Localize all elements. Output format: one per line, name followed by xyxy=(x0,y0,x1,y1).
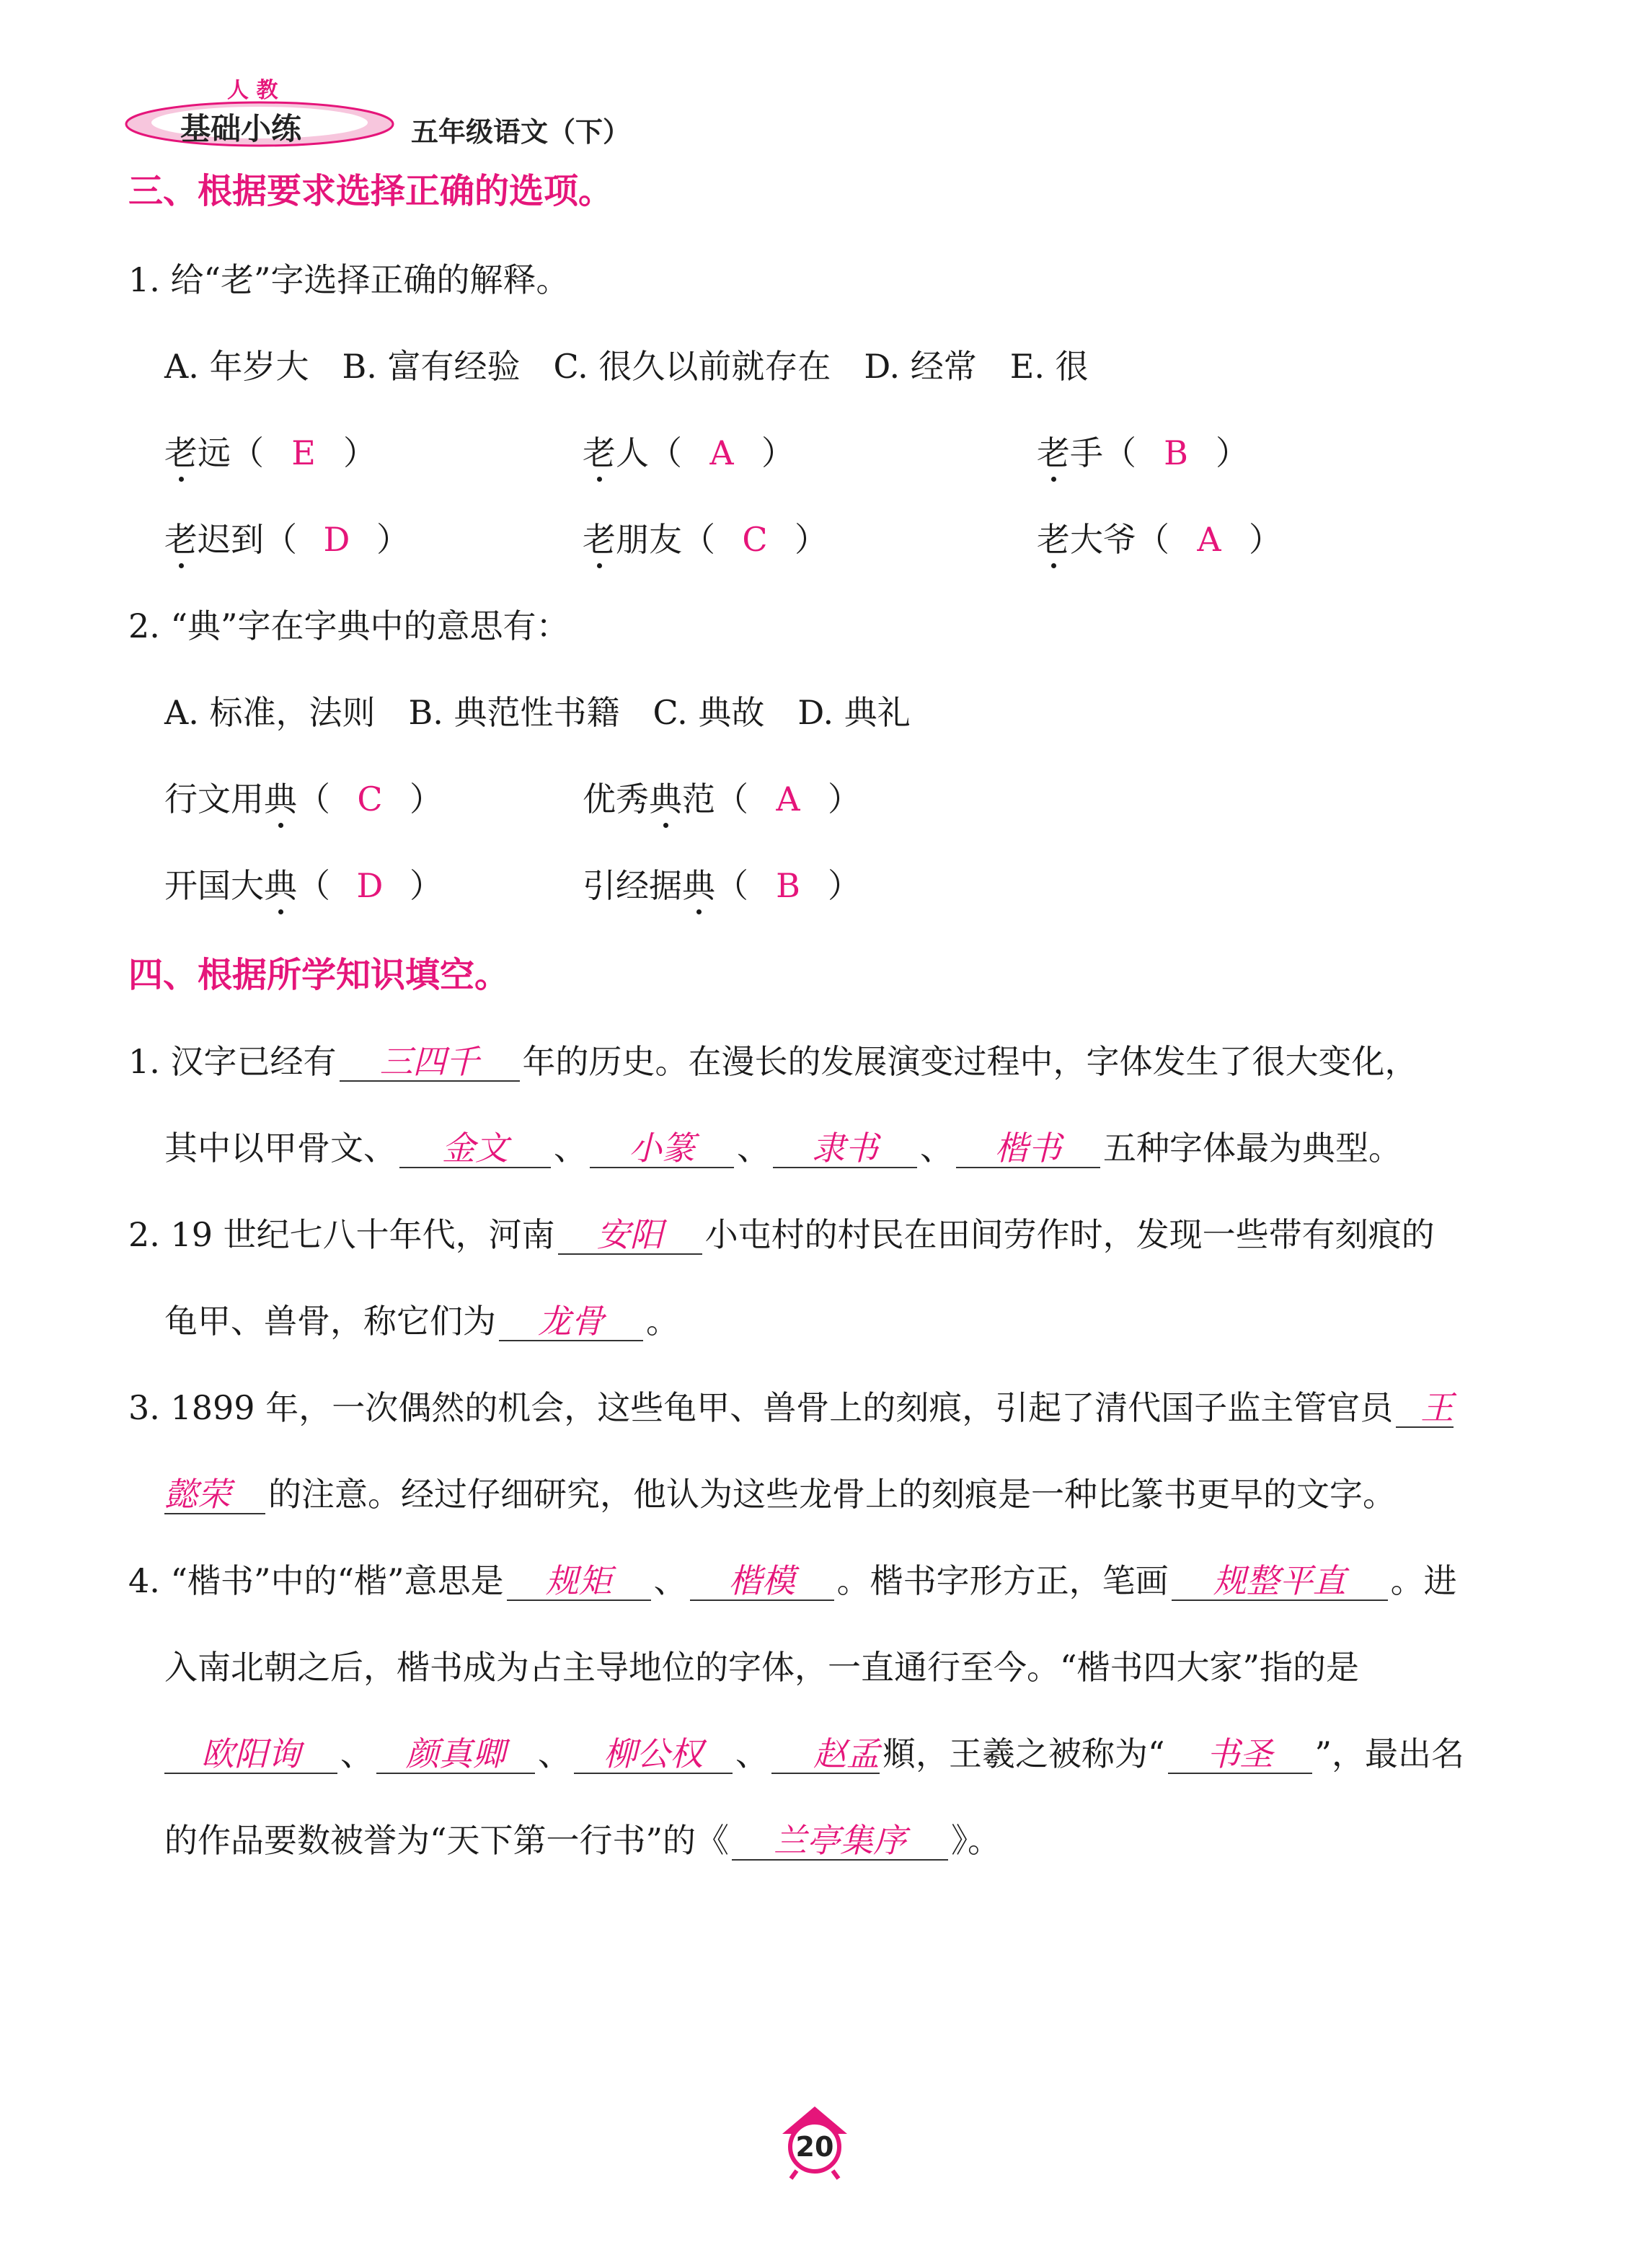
answer: E xyxy=(291,433,316,472)
s3-q2-item-4: 引经据典（ B ） xyxy=(583,864,861,907)
section4-title: 四、根据所学知识填空。 xyxy=(128,955,510,995)
answer: C xyxy=(742,520,768,559)
page-number-badge xyxy=(775,2102,854,2181)
s3-q1-item-3: 老手（ B ） xyxy=(1037,431,1249,475)
answer: B xyxy=(776,866,800,905)
s4-q1-line2: 其中以甲骨文、 金文 、 小篆 、 隶书 、 楷书 五种字体最为典型。 xyxy=(164,1129,1402,1168)
s3-q1-item-2: 老人（ A ） xyxy=(583,431,795,475)
s3-q2-item-2: 优秀典范（ A ） xyxy=(583,777,861,821)
s4-q1-line1: 1. 汉字已经有 三四千 年的历史。在漫长的发展演变过程中，字体发生了很大变化， xyxy=(128,1042,1418,1081)
s3-q2-item-1: 行文用典（ C ） xyxy=(164,777,443,821)
page-number: 20 xyxy=(795,2131,834,2163)
answer: C xyxy=(357,780,383,818)
answer: A xyxy=(709,433,734,472)
answer: A xyxy=(776,780,800,818)
section3-title: 三、根据要求选择正确的选项。 xyxy=(128,171,614,211)
answer: D xyxy=(323,520,350,559)
s3-q2-prompt: 2. “典”字在字典中的意思有： xyxy=(128,606,570,645)
s3-q1-item-4: 老迟到（ D ） xyxy=(164,518,410,561)
s4-q4-line2: 入南北朝之后，楷书成为占主导地位的字体，一直通行至今。“楷书四大家”指的是 xyxy=(164,1648,1360,1687)
s3-q1-options: A. 年岁大 B. 富有经验 C. 很久以前就存在 D. 经常 E. 很 xyxy=(164,347,1089,386)
s4-q4-line3: 欧阳询 、 颜真卿 、 柳公权 、 赵孟頫，王羲之被称为“ 书圣 ”，最出名 xyxy=(164,1732,1464,1775)
s4-q3-line2: 懿荣 的注意。经过仔细研究，他认为这些龙骨上的刻痕是一种比篆书更早的文字。 xyxy=(164,1475,1396,1514)
s3-q2-item-3: 开国大典（ D ） xyxy=(164,864,443,907)
s4-q4-line1: 4. “楷书”中的“楷”意思是 规矩 、 楷模 。楷书字形方正，笔画 规整平直 。进 xyxy=(128,1561,1457,1600)
s3-q1-item-6: 老大爷（ A ） xyxy=(1037,518,1282,561)
header-badge-top: 人 教 xyxy=(227,78,278,103)
s4-q2-line2: 龟甲、兽骨，称它们为 龙骨 。 xyxy=(164,1302,679,1341)
answer: A xyxy=(1197,520,1221,559)
s3-q2-options: A. 标准，法则 B. 典范性书籍 C. 典故 D. 典礼 xyxy=(164,693,911,732)
s3-q1-item-5: 老朋友（ C ） xyxy=(583,518,828,561)
s3-q1-prompt: 1. 给“老”字选择正确的解释。 xyxy=(128,260,570,299)
s4-q4-line4: 的作品要数被誉为“天下第一行书”的《 兰亭集序 》。 xyxy=(164,1821,1001,1860)
header-badge-main: 基础小练 xyxy=(180,111,302,146)
header-subtitle: 五年级语文（下） xyxy=(411,116,631,148)
answer: B xyxy=(1164,433,1188,472)
header xyxy=(123,72,771,151)
s4-q3-line1: 3. 1899 年，一次偶然的机会，这些龟甲、兽骨上的刻痕，引起了清代国子监主管官员 王 xyxy=(128,1388,1454,1427)
s4-q2-line1: 2. 19 世纪七八十年代，河南 安阳 小屯村的村民在田间劳作时，发现一些带有刻痕的 xyxy=(128,1215,1435,1254)
s3-q1-item-1: 老远（ E ） xyxy=(164,431,376,475)
answer: D xyxy=(356,866,384,905)
